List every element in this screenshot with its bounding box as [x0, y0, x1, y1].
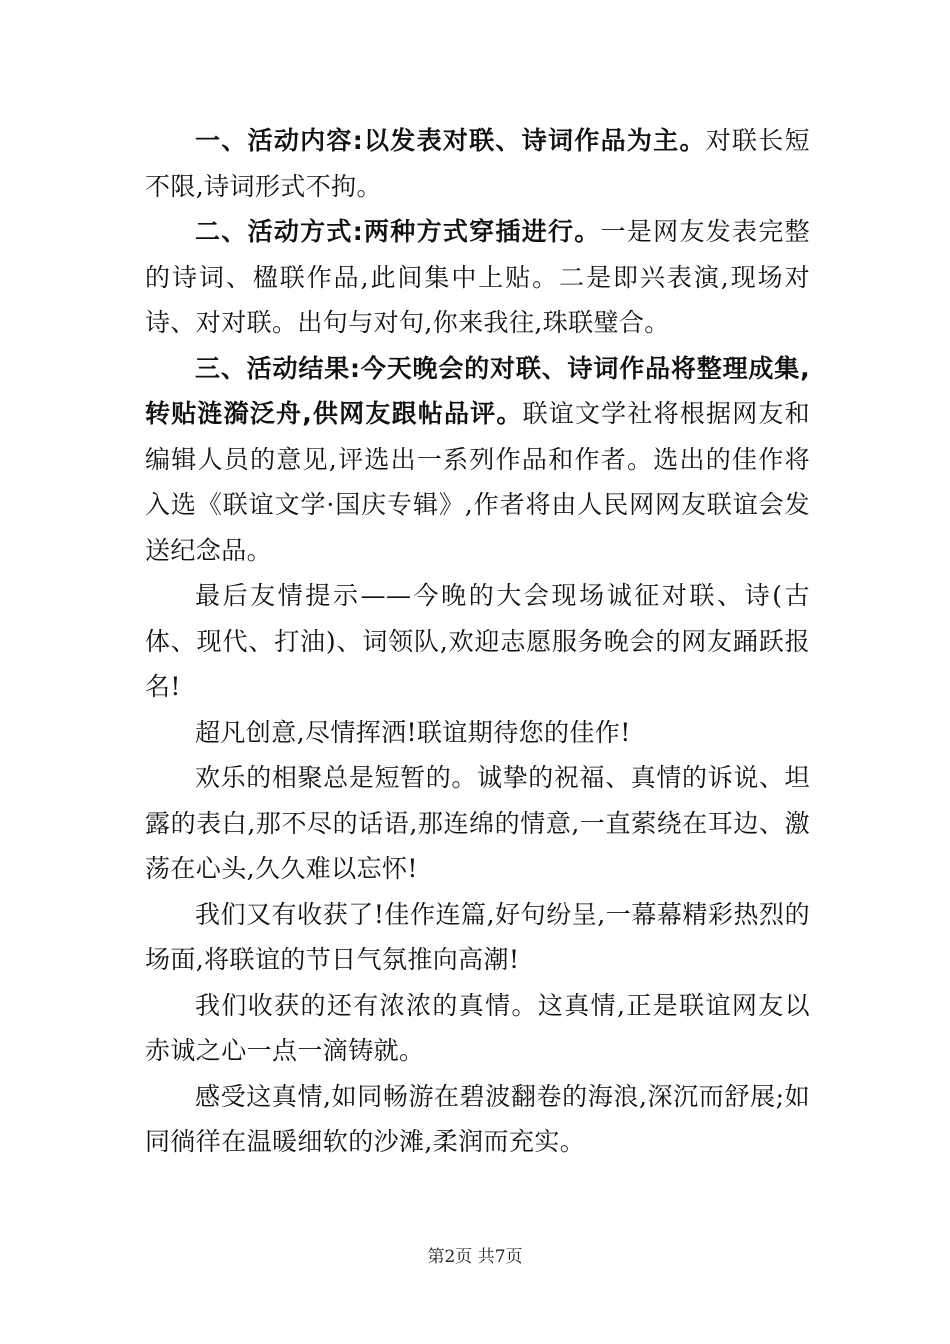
paragraph-text: 我们收获的还有浓浓的真情。这真情,正是联谊网友以赤诚之心一点一滴铸就。	[145, 990, 810, 1065]
paragraph-heading: 二、活动方式:两种方式穿插进行。	[195, 217, 601, 246]
paragraph-activity-method	[145, 209, 810, 346]
paragraph-text: 超凡创意,尽情挥洒!联谊期待您的佳作!	[195, 717, 631, 747]
paragraph-harvest	[145, 892, 810, 983]
document-body	[145, 118, 810, 1165]
paragraph-text: 联谊文学社将根据网友和编辑人员的意见,评选出一系列作品和作者。选出的佳作将入选《联谊文学·国庆专辑》,作者将由人民网网友联谊会发送纪念品。	[145, 399, 811, 565]
paragraph-gathering	[145, 755, 810, 892]
paragraph-text: 最后友情提示——今晚的大会现场诚征对联、诗(古体、现代、打油)、词领队,欢迎志愿服务晚会的网友踊跃报名!	[145, 581, 810, 701]
paragraph-activity-content	[145, 118, 810, 209]
paragraph-reminder	[145, 573, 810, 710]
paragraph-text: 感受这真情,如同畅游在碧波翻卷的海浪,深沉而舒展;如同徜徉在温暖细软的沙滩,柔润而充实。	[145, 1081, 810, 1156]
paragraph-feeling	[145, 1074, 810, 1165]
paragraph-slogan	[145, 710, 810, 756]
page-number-footer: 第2页 共7页	[427, 1247, 523, 1267]
paragraph-text: 欢乐的相聚总是短暂的。诚挚的祝福、真情的诉说、坦露的表白,那不尽的话语,那连绵的情意,一直萦绕在耳边、激荡在心头,久久难以忘怀!	[145, 763, 810, 883]
paragraph-heading: 三、活动结果:今天晚会的对联、诗词作品将整理成集,转贴涟漪泛舟,供网友跟帖品评。	[145, 353, 810, 428]
paragraph-heading: 一、活动内容:以发表对联、诗词作品为主。	[195, 126, 706, 155]
paragraph-text: 我们又有收获了!佳作连篇,好句纷呈,一幕幕精彩热烈的场面,将联谊的节日气氛推向高潮!	[145, 899, 810, 974]
paragraph-text: 对联长短不限,诗词形式不拘。	[145, 126, 810, 201]
paragraph-text: 一是网友发表完整的诗词、楹联作品,此间集中上贴。二是即兴表演,现场对诗、对对联。出句与对句,你来我往,珠联璧合。	[145, 217, 811, 337]
paragraph-sincerity	[145, 983, 810, 1074]
paragraph-activity-result	[145, 346, 810, 574]
